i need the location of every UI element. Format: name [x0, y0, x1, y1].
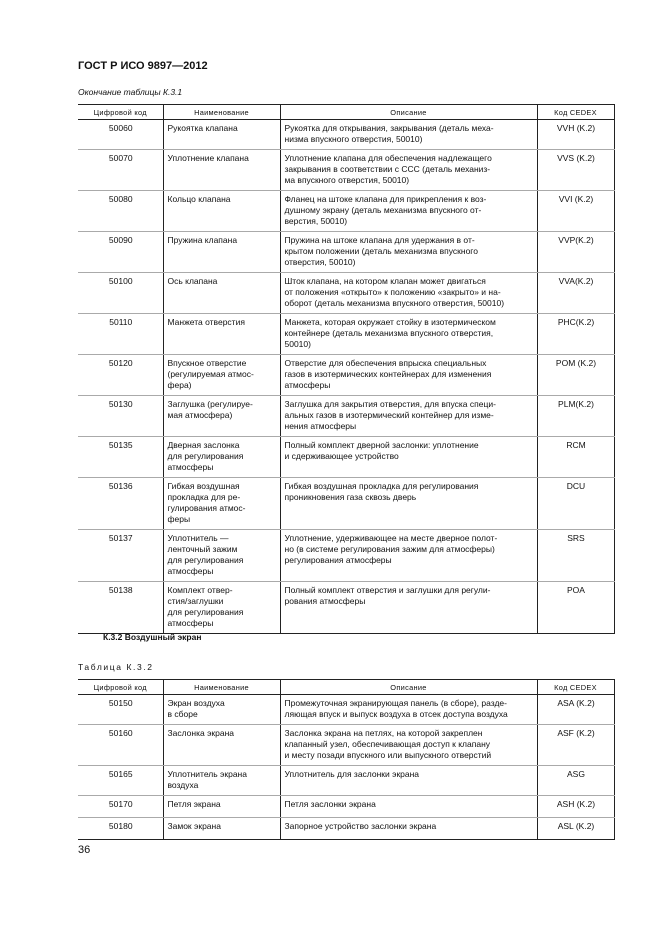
table-row [78, 273, 614, 314]
cedex-cell: VVH (K.2) [537, 120, 614, 150]
cedex-cell: ASA (K.2) [537, 695, 614, 725]
table-row [78, 232, 614, 273]
description-cell: Полный комплект дверной заслонки: уплотнение и сдерживающее устройство [280, 437, 537, 478]
description-cell: Уплотнение, удерживающее на месте дверное полот- но (в системе регулирования зажим для атмосферы) регулирования атмосферы [280, 530, 537, 582]
cedex-cell: PHC(K.2) [537, 314, 614, 355]
column-header: Цифровой код [78, 680, 163, 695]
description-cell: Манжета, которая окружает стойку в изотермическом контейнере (деталь механизма впускного отверстия, 50010) [280, 314, 537, 355]
table-row [78, 725, 614, 766]
cedex-cell: PLM(K.2) [537, 396, 614, 437]
description-cell: Гибкая воздушная прокладка для регулирования проникновения газа сквозь дверь [280, 478, 537, 530]
column-header: Код CEDEX [537, 680, 614, 695]
description-cell: Шток клапана, на котором клапан может двигаться от положения «открыто» к положению «закрыто» и на- оборот (деталь механизма впускного отверстия, 50010) [280, 273, 537, 314]
code-cell: 50080 [78, 191, 163, 232]
cedex-cell: VVI (K.2) [537, 191, 614, 232]
code-cell: 50120 [78, 355, 163, 396]
column-header: Код CEDEX [537, 105, 614, 120]
table-caption: Таблица К.3.2 [78, 662, 154, 672]
description-cell: Уплотнение клапана для обеспечения надлежащего закрывания в соответствии с CCC (деталь механиз- ма впускного отверстия, 50010) [280, 150, 537, 191]
description-cell: Заглушка для закрытия отверстия, для впуска специ- альных газов в изотермический контейнер для изме- нения атмосферы [280, 396, 537, 437]
table-row [78, 355, 614, 396]
code-cell: 50110 [78, 314, 163, 355]
table-row [78, 582, 614, 634]
name-cell: Впускное отверстие (регулируемая атмос- фера) [163, 355, 280, 396]
cedex-cell: POM (K.2) [537, 355, 614, 396]
name-cell: Гибкая воздушная прокладка для ре- гулирования атмос- феры [163, 478, 280, 530]
table-row [78, 150, 614, 191]
code-cell: 50136 [78, 478, 163, 530]
description-cell: Рукоятка для открывания, закрывания (деталь меха- низма впускного отверстия, 50010) [280, 120, 537, 150]
name-cell: Заслонка экрана [163, 725, 280, 766]
code-cell: 50180 [78, 818, 163, 840]
code-cell: 50165 [78, 766, 163, 796]
column-header: Наименование [163, 105, 280, 120]
cedex-cell: VVS (K.2) [537, 150, 614, 191]
table-row [78, 695, 614, 725]
table-row [78, 478, 614, 530]
code-cell: 50090 [78, 232, 163, 273]
name-cell: Дверная заслонка для регулирования атмосферы [163, 437, 280, 478]
description-cell: Уплотнитель для заслонки экрана [280, 766, 537, 796]
description-cell: Полный комплект отверстия и заглушки для регули- рования атмосферы [280, 582, 537, 634]
code-cell: 50150 [78, 695, 163, 725]
column-header: Описание [280, 105, 537, 120]
table-row [78, 766, 614, 796]
column-header: Описание [280, 680, 537, 695]
table-row [78, 314, 614, 355]
cedex-cell: VVP(K.2) [537, 232, 614, 273]
name-cell: Ось клапана [163, 273, 280, 314]
code-cell: 50060 [78, 120, 163, 150]
description-cell: Петля заслонки экрана [280, 796, 537, 818]
column-header: Цифровой код [78, 105, 163, 120]
code-cell: 50138 [78, 582, 163, 634]
code-cell: 50170 [78, 796, 163, 818]
description-cell: Промежуточная экранирующая панель (в сборе), разде- ляющая впуск и выпуск воздуха в отсек доступа воздуха [280, 695, 537, 725]
description-cell: Отверстие для обеспечения впрыска специальных газов в изотермических контейнерах для изменения атмосферы [280, 355, 537, 396]
name-cell: Уплотнитель — ленточный зажим для регулирования атмосферы [163, 530, 280, 582]
document-header: ГОСТ Р ИСО 9897—2012 [78, 60, 208, 72]
name-cell: Заглушка (регулируе- мая атмосфера) [163, 396, 280, 437]
cedex-cell: SRS [537, 530, 614, 582]
code-cell: 50160 [78, 725, 163, 766]
name-cell: Комплект отвер- стия/заглушки для регулирования атмосферы [163, 582, 280, 634]
description-cell: Пружина на штоке клапана для удержания в от- крытом положении (деталь механизма впускного отверстия, 50010) [280, 232, 537, 273]
table-row [78, 818, 614, 840]
cedex-cell: ASG [537, 766, 614, 796]
code-cell: 50130 [78, 396, 163, 437]
cedex-cell: DCU [537, 478, 614, 530]
description-cell: Фланец на штоке клапана для прикрепления к воз- душному экрану (деталь механизма впускного от- верстия, 50010) [280, 191, 537, 232]
name-cell: Экран воздуха в сборе [163, 695, 280, 725]
name-cell: Петля экрана [163, 796, 280, 818]
name-cell: Уплотнитель экрана воздуха [163, 766, 280, 796]
code-cell: 50137 [78, 530, 163, 582]
name-cell: Пружина клапана [163, 232, 280, 273]
name-cell: Рукоятка клапана [163, 120, 280, 150]
description-cell: Запорное устройство заслонки экрана [280, 818, 537, 840]
cedex-cell: ASL (K.2) [537, 818, 614, 840]
description-cell: Заслонка экрана на петлях, на которой закреплен клапанный узел, обеспечивающая доступ к клапану и месту позади впускного или выпускного отверстий [280, 725, 537, 766]
page-number: 36 [78, 844, 91, 856]
table-row [78, 796, 614, 818]
code-cell: 50135 [78, 437, 163, 478]
table-row [78, 396, 614, 437]
name-cell: Манжета отверстия [163, 314, 280, 355]
cedex-cell: POA [537, 582, 614, 634]
name-cell: Замок экрана [163, 818, 280, 840]
cedex-cell: VVA(K.2) [537, 273, 614, 314]
cedex-cell: ASH (K.2) [537, 796, 614, 818]
cedex-cell: RCM [537, 437, 614, 478]
parts-table-k32 [78, 679, 615, 840]
section-heading: К.3.2 Воздушный экран [103, 632, 202, 642]
table-row [78, 530, 614, 582]
table-row [78, 437, 614, 478]
code-cell: 50100 [78, 273, 163, 314]
parts-table-k31 [78, 104, 615, 634]
table-row [78, 120, 614, 150]
cedex-cell: ASF (K.2) [537, 725, 614, 766]
table-caption: Окончание таблицы К.3.1 [78, 87, 183, 97]
code-cell: 50070 [78, 150, 163, 191]
name-cell: Кольцо клапана [163, 191, 280, 232]
column-header: Наименование [163, 680, 280, 695]
name-cell: Уплотнение клапана [163, 150, 280, 191]
table-row [78, 191, 614, 232]
